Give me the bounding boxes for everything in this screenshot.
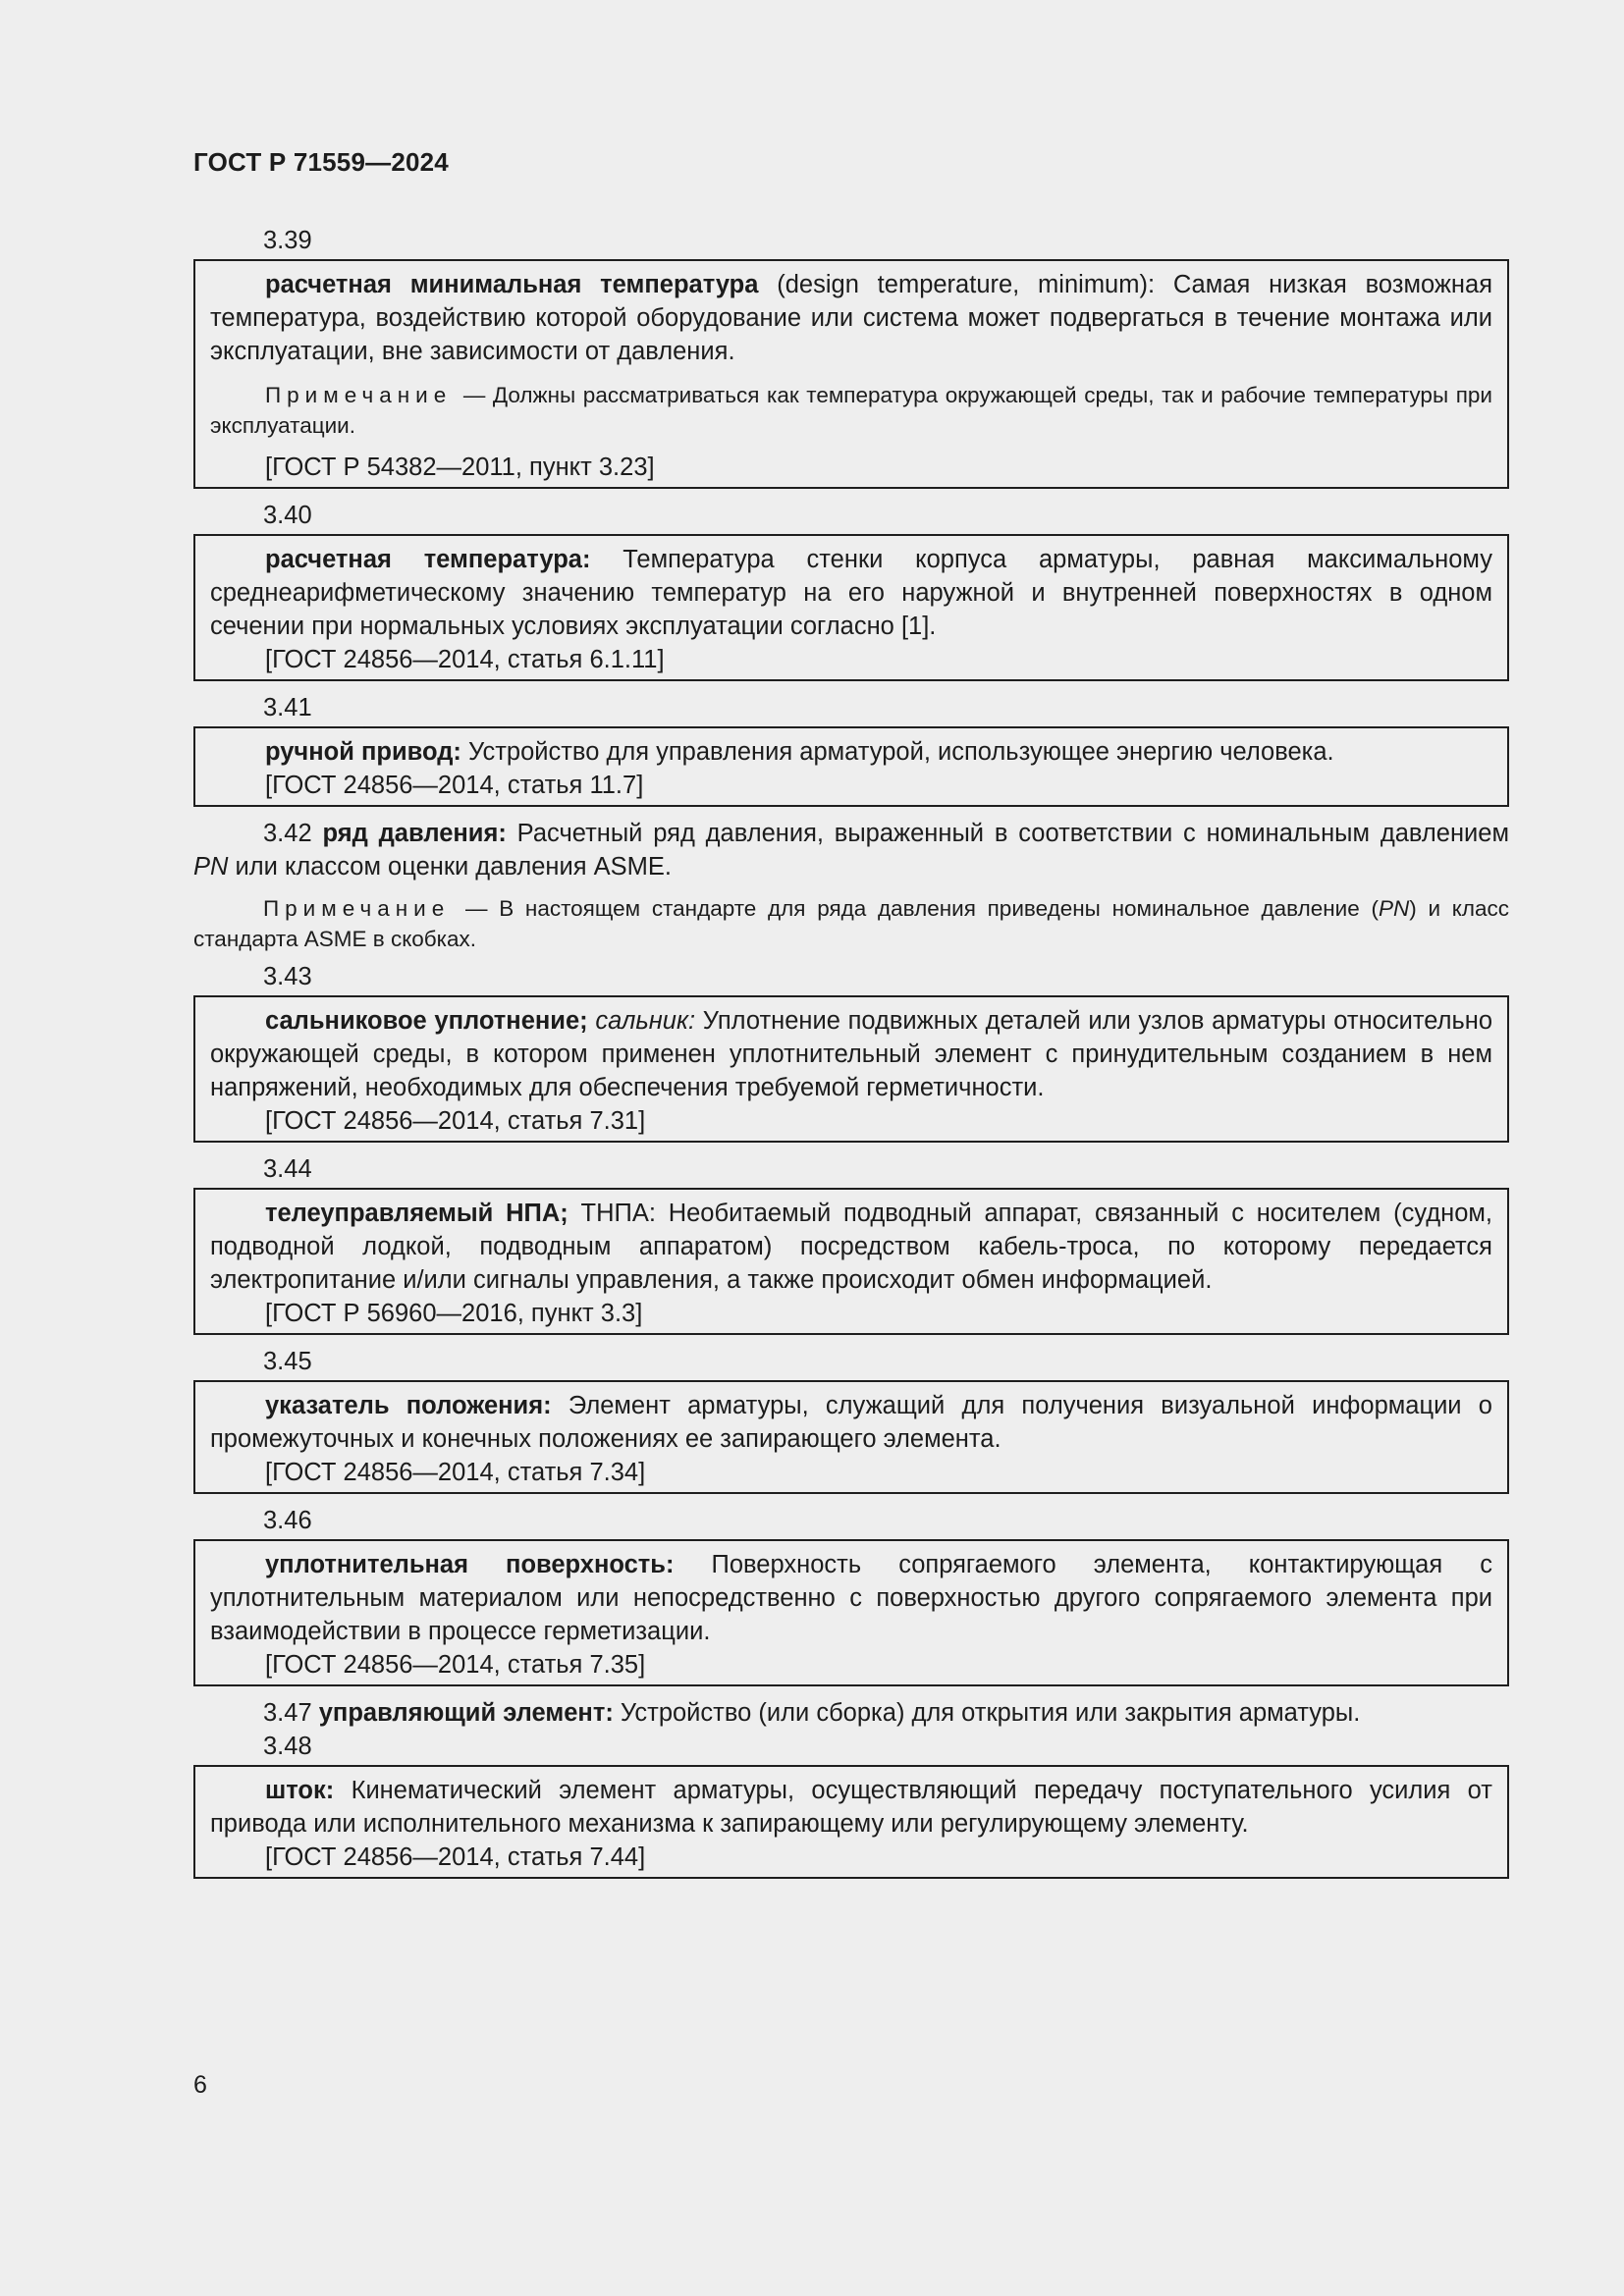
document-body	[193, 224, 1509, 1889]
term-number: 3.41	[263, 694, 312, 721]
term-definition	[210, 1197, 1492, 1297]
term-text: Кинематический элемент арматуры, осуществляющий передачу поступательного усилия от привода или исполнительного механизма к запирающему или регулирующему элементу.	[210, 1777, 1492, 1838]
term-source: [ГОСТ 24856—2014, статья 6.1.11]	[265, 646, 665, 673]
term-synonym: сальник:	[595, 1007, 696, 1035]
term-source: [ГОСТ 24856—2014, статья 7.35]	[265, 1651, 646, 1679]
term-name: ручной привод:	[265, 738, 461, 766]
term-source: [ГОСТ Р 56960—2016, пункт 3.3]	[265, 1300, 643, 1327]
term-definition	[210, 1004, 1492, 1104]
term-name: ряд давления:	[322, 820, 507, 847]
term-number: 3.40	[263, 502, 312, 529]
term-name: сальниковое уплотнение;	[265, 1007, 588, 1035]
note-text: — Должны рассматриваться как температура окружающей среды, так и рабочие температуры при эксплуатации.	[210, 383, 1492, 438]
note-label: Примечание	[263, 896, 451, 921]
term-text: Температура стенки корпуса арматуры, равная максимальному среднеарифметическому значению температур на его наружной и внутренней поверхностях в одном сечении при нормальных условиях эксплуатации согласно [1].	[210, 546, 1493, 640]
term-number: 3.46	[263, 1507, 312, 1534]
term-source: [ГОСТ Р 54382—2011, пункт 3.23]	[265, 454, 655, 481]
term-text-italic: PN	[193, 853, 229, 881]
term-box-3-44	[193, 1188, 1509, 1335]
term-text: Поверхность сопрягаемого элемента, контактирующая с уплотнительным материалом или непосредственно с поверхностью другого сопрягаемого элемента при взаимодействии в процессе герметизации.	[210, 1551, 1493, 1645]
note-text: — В настоящем стандарте для ряда давления приведены номинальное давление (	[464, 896, 1379, 921]
term-note	[210, 380, 1492, 441]
term-box-3-48	[193, 1765, 1509, 1879]
term-box-3-43	[193, 995, 1509, 1143]
term-source: [ГОСТ 24856—2014, статья 11.7]	[265, 772, 644, 799]
term-text: ТНПА: Необитаемый подводный аппарат, связанный с носителем (судном, подводной лодкой, подводным аппаратом) посредством кабель-троса, по которому передается электропитание и/или сигналы управления, а также происходит обмен информацией.	[210, 1200, 1492, 1294]
term-number: 3.42	[263, 820, 312, 847]
note-text-italic: PN	[1378, 896, 1410, 921]
term-3-47	[193, 1696, 1509, 1730]
document-header: ГОСТ Р 71559—2024	[193, 147, 449, 177]
term-number: 3.45	[263, 1348, 312, 1375]
term-definition	[210, 543, 1492, 643]
term-name: расчетная минимальная температура	[265, 271, 759, 298]
term-name: телеуправляемый НПА;	[265, 1200, 568, 1227]
term-box-3-41	[193, 726, 1509, 807]
term-definition	[210, 1389, 1492, 1456]
term-definition	[210, 268, 1492, 368]
term-text: (design temperature, minimum): Самая низкая возможная температура, воздействию которой оборудование или система может подвергаться в течение монтажа или эксплуатации, вне зависимости от давления.	[210, 271, 1493, 365]
term-box-3-40	[193, 534, 1509, 681]
term-name: указатель положения:	[265, 1392, 552, 1419]
term-source: [ГОСТ 24856—2014, статья 7.44]	[265, 1843, 646, 1871]
term-text: Расчетный ряд давления, выраженный в соответствии с номинальным давлением	[506, 820, 1509, 847]
term-number: 3.44	[263, 1155, 312, 1183]
term-number: 3.48	[263, 1733, 312, 1760]
term-text: Уплотнение подвижных деталей или узлов арматуры относительно окружающей среды, в котором применен уплотнительный элемент с принудительным созданием в нем напряжений, необходимых для обеспечения требуемой герметичности.	[210, 1007, 1492, 1101]
term-definition	[210, 735, 1492, 769]
term-box-3-46	[193, 1539, 1509, 1686]
term-text: Устройство (или сборка) для открытия или закрытия арматуры.	[613, 1699, 1361, 1727]
term-name: управляющий элемент:	[318, 1699, 614, 1727]
term-name: расчетная температура:	[265, 546, 591, 573]
term-definition	[210, 1774, 1492, 1841]
page-number: 6	[193, 2071, 207, 2099]
term-box-3-45	[193, 1380, 1509, 1494]
note-text: ) и класс стандарта ASME в скобках.	[193, 896, 1509, 951]
term-source: [ГОСТ 24856—2014, статья 7.34]	[265, 1459, 646, 1486]
term-number: 3.39	[263, 227, 312, 254]
term-text: Устройство для управления арматурой, использующее энергию человека.	[460, 738, 1334, 766]
term-source: [ГОСТ 24856—2014, статья 7.31]	[265, 1107, 646, 1135]
term-name: шток:	[265, 1777, 335, 1804]
term-3-42	[193, 817, 1509, 883]
term-number: 3.43	[263, 963, 312, 990]
term-number: 3.47	[263, 1699, 312, 1727]
term-name: уплотнительная поверхность:	[265, 1551, 675, 1578]
note-label: Примечание	[265, 383, 453, 407]
term-box-3-39	[193, 259, 1509, 489]
term-definition	[210, 1548, 1492, 1648]
term-note	[193, 893, 1509, 954]
term-text: или классом оценки давления ASME.	[228, 853, 672, 881]
term-text: Элемент арматуры, служащий для получения визуальной информации о промежуточных и конечных положениях ее запирающего элемента.	[210, 1392, 1492, 1453]
